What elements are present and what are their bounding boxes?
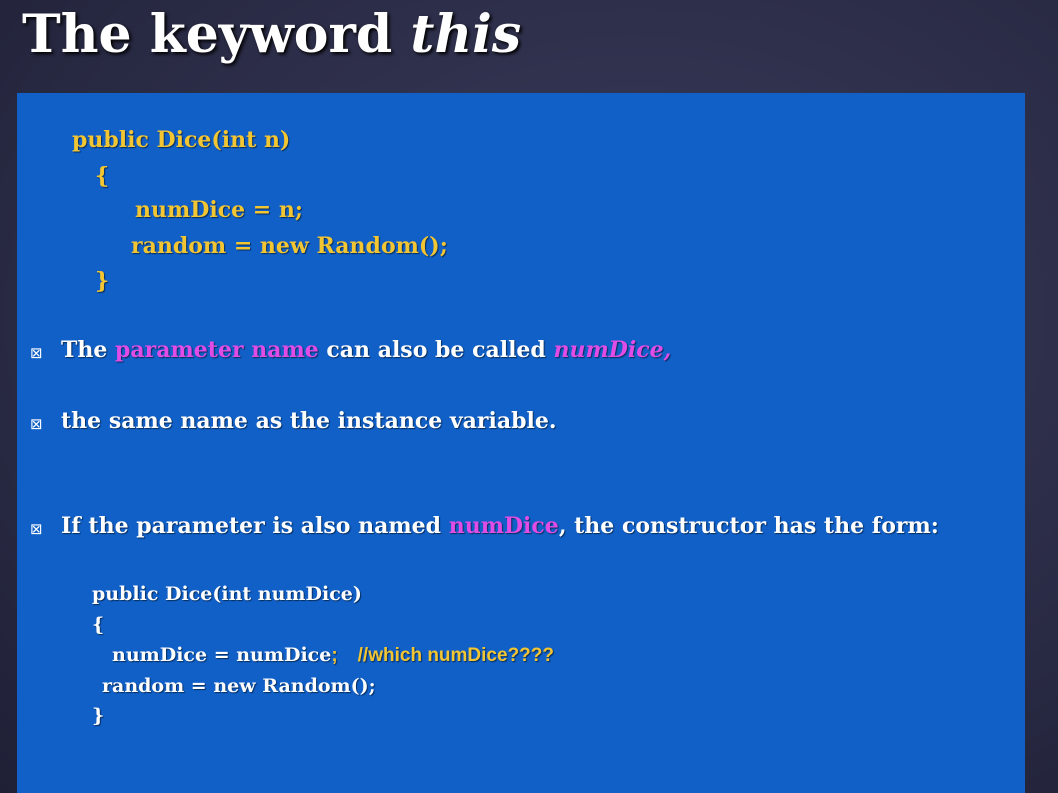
code-bottom-line-3-semicolon: ; <box>331 645 338 666</box>
bullet-3-part-2: , the constructor has the form: <box>558 513 939 539</box>
bullet-1-part-1: The <box>61 337 116 363</box>
bullet-2-text: the same name as the instance variable. <box>61 408 557 434</box>
code-bottom-line-4: random = new Random(); <box>102 675 376 697</box>
content-panel <box>17 93 1025 793</box>
code-bottom-line-2: { <box>92 614 105 636</box>
code-top-line-1: public Dice(int n) <box>72 127 291 153</box>
code-bottom-line-3-code: numDice = numDice <box>112 644 332 666</box>
bullet-icon: ⊠ <box>30 520 43 538</box>
slide-title-italic: this <box>410 4 522 65</box>
slide-title <box>22 4 521 65</box>
bullet-icon: ⊠ <box>30 415 43 433</box>
code-top-line-2: { <box>95 163 110 189</box>
bullet-1-text <box>61 337 671 363</box>
code-top-line-3: numDice = n; <box>135 197 303 223</box>
bullet-3-part-1: If the parameter is also named <box>61 513 449 539</box>
code-comment: //which numDice???? <box>357 645 554 666</box>
code-top-line-4: random = new Random(); <box>131 233 448 259</box>
code-bottom-line-3 <box>112 644 554 667</box>
slide-title-main: The keyword <box>22 4 411 65</box>
bullet-icon: ⊠ <box>30 344 43 362</box>
code-bottom-line-1: public Dice(int numDice) <box>92 583 362 605</box>
bullet-3-text <box>61 513 939 539</box>
bullet-1-part-2: can also be called <box>318 337 554 363</box>
bullet-1-italic: numDice, <box>553 337 672 363</box>
code-bottom-line-5: } <box>92 705 105 727</box>
bullet-3-highlight: numDice <box>448 513 559 539</box>
code-top-line-5: } <box>95 268 110 294</box>
bullet-1-highlight: parameter name <box>115 337 319 363</box>
